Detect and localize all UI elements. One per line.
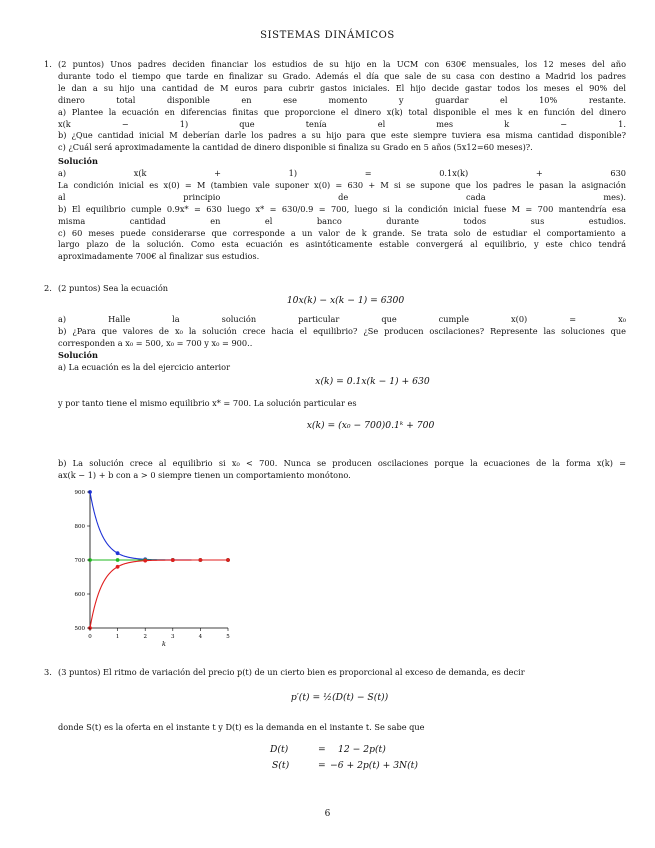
x-tick-label: 0 (88, 634, 92, 640)
solutions-chart (55, 486, 240, 648)
problem-3-intro: (3 puntos) El ritmo de variación del precio p(t) de un cierto bien es proporcional al exceso de demanda, es decir (58, 667, 525, 677)
problem-2-intro: (2 puntos) Sea la ecuación (58, 283, 169, 293)
problem-3-equation: p′(t) = ½(D(t) − S(t)) (290, 692, 389, 703)
text-line: al principio de cada mes). (58, 191, 626, 202)
series-line-2 (90, 560, 228, 628)
text-line: c) ¿Cuál será aproximadamente la cantidad de dinero disponible si finaliza su Grado en 5 años (5x12=60 meses)?. (58, 142, 533, 153)
problem-2-solution-label: Solución (58, 350, 98, 360)
text-line: a) x(k + 1) = 0.1x(k) + 630 (58, 168, 626, 178)
text-line: b) El equilibrio cumple 0.9x* = 630 luego x* = 630/0.9 = 700, luego si la condición inicial fuese M = 700 mantendría esa (58, 203, 626, 214)
x-axis-label: k (162, 640, 166, 648)
problem-3-number: 3. (44, 667, 52, 677)
text-line: La condición inicial es x(0) = M (tambien vale suponer x(0) = 630 + M si se supone que los padres le pasan la asignación (58, 179, 626, 190)
problem-2-equation-3: x(k) = (x₀ − 700)0.1ᵏ + 700 (306, 420, 435, 431)
y-tick-label: 800 (74, 524, 85, 530)
system-eq-1: = (318, 760, 326, 771)
text-line: b) ¿Que cantidad inicial M deberían darle los padres a su hijo para que este siempre tuviera esa misma cantidad disponible? (58, 130, 626, 141)
y-tick-label: 700 (74, 558, 85, 564)
problem-2-solution-a: a) La ecuación es la del ejercicio anterior (58, 362, 231, 372)
text-line: b) La solución crece al equilibrio si x₀ < 700. Nunca se producen oscilaciones porque la ecuaciones de la forma x(k) = (58, 458, 626, 468)
problem-2-number: 2. (44, 283, 52, 293)
text-line: a) Plantee la ecuación en diferencias finitas que proporcione el dinero x(k) total disponible el mes k en función del dinero (58, 106, 626, 117)
text-line: le dan a su hijo una cantidad de M euros para cubrir gastos iniciales. El hijo decide gastar todos los meses el 90% del (58, 82, 626, 93)
data-point (199, 558, 203, 562)
data-point (116, 558, 120, 562)
problem-2-solution-mid: y por tanto tiene el mismo equilibrio x* = 700. La solución particular es (58, 398, 357, 408)
problem-2-equation: 10x(k) − x(k − 1) = 6300 (286, 295, 405, 306)
x-tick-label: 4 (198, 634, 203, 640)
system-lhs-1: S(t) (272, 760, 290, 771)
page-number: 6 (324, 809, 331, 819)
x-tick-label: 5 (226, 634, 230, 640)
text-line: (2 puntos) Unos padres deciden financiar los estudios de su hijo en la UCM con 630€ mensuales, los 12 meses del año (58, 59, 626, 69)
text-line: x(k − 1) que tenía el mes k − 1. (58, 118, 626, 129)
chart-series (88, 490, 230, 630)
chart-ticks (75, 490, 231, 648)
text-line: c) 60 meses puede considerarse que corresponde a un valor de k grande. Se trata solo de estudiar el comportamiento a (58, 227, 626, 238)
x-tick-label: 1 (115, 634, 120, 640)
problem-1-number: 1. (44, 59, 52, 69)
text-line: misma cantidad en el banco durante todos sus estudios. (58, 215, 626, 226)
x-tick-label: 2 (143, 634, 147, 640)
page-title: SISTEMAS DINÁMICOS (260, 30, 395, 41)
data-point (116, 565, 120, 569)
text-line: largo plazo de la solución. Como esta ecuación es asintóticamente estable convergerá al equilibrio, y este chico tendrá (58, 239, 626, 250)
data-point (143, 559, 147, 563)
text-line: dinero total disponible en ese momento y guardar el 10% restante. (58, 94, 626, 105)
problem-2-equation-2: x(k) = 0.1x(k − 1) + 630 (315, 376, 430, 387)
system-lhs-0: D(t) (270, 744, 289, 755)
y-tick-label: 600 (74, 592, 85, 598)
problem-1-solution-label: Solución (58, 156, 98, 166)
system-rhs-1: −6 + 2p(t) + 3N(t) (330, 760, 418, 771)
text-line: corresponden a x₀ = 500, x₀ = 700 y x₀ = 900.. (58, 337, 253, 348)
data-point (116, 551, 120, 555)
data-point (171, 558, 175, 562)
text-line: a) Halle la solución particular que cumple x(0) = x₀ (58, 314, 626, 324)
text-line: aproximadamente 700€ al finalizar sus estudios. (58, 251, 260, 262)
y-tick-label: 900 (74, 490, 85, 496)
system-eq-0: = (318, 744, 326, 755)
x-tick-label: 3 (171, 634, 175, 640)
problem-3-mid: donde S(t) es la oferta en el instante t y D(t) es la demanda en el instante t. Se sabe que (58, 722, 425, 732)
data-point (226, 558, 230, 562)
text-line: ax(k − 1) + b con a > 0 siempre tienen un comportamiento monótono. (58, 469, 351, 480)
text-line: durante todo el tiempo que tarde en finalizar su Grado. Además el día que sale de su casa con destino a Madrid los padres (58, 70, 626, 81)
text-line: b) ¿Para que valores de x₀ la solución crece hacia el equilibrio? ¿Se producen oscilaciones? Represente las soluciones que (58, 325, 626, 336)
series-line-0 (90, 492, 228, 560)
y-tick-label: 500 (74, 626, 85, 632)
system-rhs-0: 12 − 2p(t) (338, 744, 386, 755)
